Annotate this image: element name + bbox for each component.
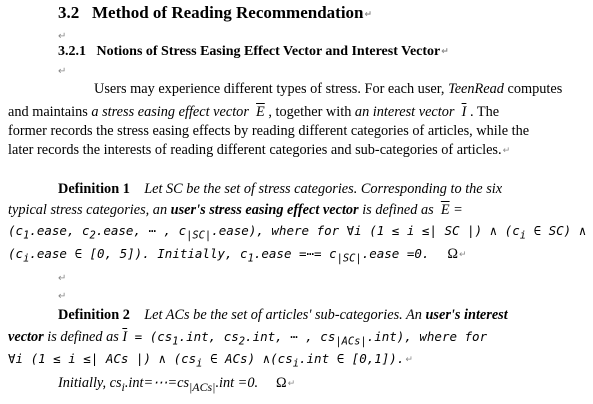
subscript: i xyxy=(121,379,125,394)
paragraph-mark: ↵ xyxy=(502,146,511,156)
text: .int ∈ [0,1]). xyxy=(299,351,405,366)
text: ∀i (1 ≤ i ≤| ACs |) ∧ (cs xyxy=(8,351,197,366)
empty-paragraph xyxy=(58,61,585,81)
subsection-heading xyxy=(58,43,585,61)
subscript: 1 xyxy=(247,252,254,265)
body-line-4 xyxy=(8,141,585,160)
paragraph-mark: ↵ xyxy=(364,10,373,20)
text: = xyxy=(449,202,463,218)
section-number: 3.2 xyxy=(58,3,80,22)
text: ∈ SC) ∧ xyxy=(526,223,587,238)
paragraph-mark: ↵ xyxy=(58,31,67,42)
term: user's interest xyxy=(425,307,508,323)
term-stress-vector: a stress easing effect vector xyxy=(91,104,249,120)
text: .ease, c xyxy=(29,223,90,238)
text: Let SC be the set of stress categories. Corresponding to the six xyxy=(144,181,503,197)
text: .int =0. xyxy=(215,375,259,391)
text: and maintains xyxy=(8,104,92,120)
definition-2-line-2 xyxy=(8,328,585,351)
body-line-2 xyxy=(8,103,585,121)
text: later records the interests of reading different categories and sub-categories of articles. xyxy=(8,142,502,158)
subscript: |SC| xyxy=(336,252,362,265)
subscript: 2 xyxy=(238,335,246,348)
definition-2-line-4 xyxy=(58,374,585,396)
subscript: i xyxy=(292,357,299,370)
definition-label: Definition 2 xyxy=(58,307,130,323)
text: former records the stress easing effects by reading different categories of articles, while the xyxy=(8,123,530,139)
text: .ease =0. xyxy=(361,246,430,261)
definition-1-line-2 xyxy=(8,201,585,219)
symbol-e-bar: $\overline{E}$ xyxy=(256,104,265,120)
text: .ease), where for ∀i (1 ≤ i ≤| SC |) ∧ (c xyxy=(211,223,520,238)
text: is defined as xyxy=(43,329,123,345)
text: (c xyxy=(8,223,24,238)
subscript: i xyxy=(196,357,203,370)
definition-2-line-3 xyxy=(8,350,585,373)
empty-paragraph xyxy=(58,268,585,288)
subscript: |SC| xyxy=(186,229,212,242)
subscript: |ACs| xyxy=(189,379,216,394)
term-interest-vector: an interest vector xyxy=(354,104,455,120)
text: .int, cs xyxy=(178,329,239,344)
text: .int, ⋯ , cs xyxy=(245,329,336,344)
text: .ease ∈ [0, 5]). Initially, c xyxy=(29,246,248,261)
formula xyxy=(127,329,488,348)
body-line-1 xyxy=(94,80,585,98)
body-line-3 xyxy=(8,122,585,140)
text: computes xyxy=(503,81,563,97)
text: = (cs xyxy=(127,329,173,344)
subscript: 1 xyxy=(23,229,30,242)
app-name: TeenRead xyxy=(448,81,504,97)
paragraph-mark: ↵ xyxy=(58,291,67,302)
subscript: i xyxy=(519,229,527,242)
paragraph-mark: ↵ xyxy=(58,66,67,77)
formula xyxy=(8,223,587,242)
text: , together with xyxy=(264,104,355,120)
end-of-definition-symbol: Ω xyxy=(275,375,287,391)
formula xyxy=(8,351,405,370)
text: .int=⋯=cs xyxy=(124,375,190,391)
text: Initially, cs xyxy=(58,375,122,391)
subscript: 2 xyxy=(89,229,96,242)
formula xyxy=(8,246,430,265)
definition-label: Definition 1 xyxy=(58,181,130,197)
text: ∈ ACs) ∧(cs xyxy=(202,351,293,366)
text: is defined as xyxy=(358,202,438,218)
subsection-title: Notions of Stress Easing Effect Vector and Interest Vector xyxy=(96,44,441,59)
definition-1-line-3 xyxy=(8,222,585,245)
symbol-i-bar: $\overline{I}$ xyxy=(461,104,467,120)
paragraph-mark: ↵ xyxy=(441,47,449,57)
section-heading xyxy=(58,4,585,24)
text: .ease =⋯= c xyxy=(253,246,337,261)
symbol-i-bar: $\overline{I}$ xyxy=(122,329,128,345)
text: .ease, ⋯ , c xyxy=(95,223,187,238)
subscript: |ACs| xyxy=(335,335,367,348)
end-of-definition-symbol: Ω xyxy=(447,246,458,262)
text: . The xyxy=(466,104,500,120)
text: .int), where for xyxy=(366,329,488,344)
symbol-e-bar: $\overline{E}$ xyxy=(440,202,450,218)
paragraph-mark: ↵ xyxy=(58,273,67,284)
paragraph-mark: ↵ xyxy=(458,250,467,260)
paragraph-mark: ↵ xyxy=(287,379,296,389)
definition-1-line-1 xyxy=(58,180,585,198)
text: typical stress categories, an xyxy=(8,202,171,218)
subscript: 1 xyxy=(172,335,179,348)
definition-2-line-1 xyxy=(58,306,585,324)
text: (c xyxy=(8,246,24,261)
subscript: i xyxy=(23,252,30,265)
definition-1-line-4 xyxy=(8,245,585,268)
subsection-number: 3.2.1 xyxy=(58,44,86,59)
term: vector xyxy=(8,329,44,345)
section-title: Method of Reading Recommendation xyxy=(92,3,364,22)
empty-paragraph xyxy=(58,286,585,306)
paragraph-mark: ↵ xyxy=(405,355,413,365)
formula xyxy=(58,375,259,394)
text: Let ACs be the set of articles' sub-categories. An xyxy=(144,307,426,323)
term: user's stress easing effect vector xyxy=(170,202,359,218)
text: Users may experience different types of stress. For each user, xyxy=(94,81,449,97)
